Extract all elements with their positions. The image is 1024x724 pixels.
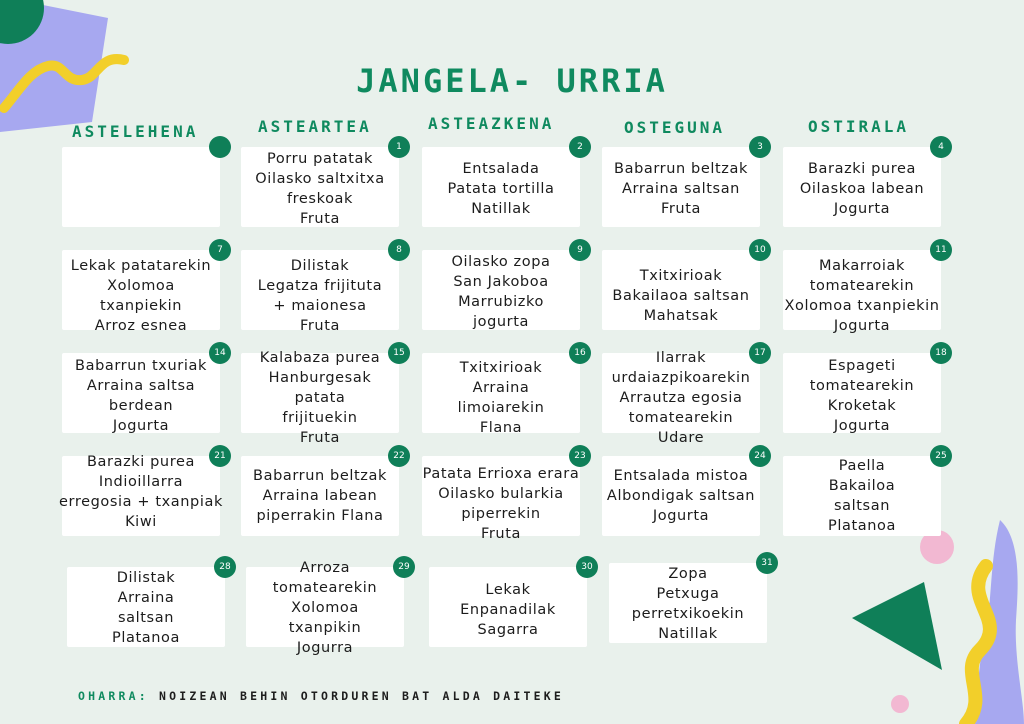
menu-item: Patata Errioxa erara (422, 466, 580, 482)
note-text: NOIZEAN BEHIN OTORDUREN BAT ALDA DAITEKE (159, 689, 564, 703)
day-number-badge: 18 (930, 342, 952, 364)
menu-item: Fruta (299, 430, 340, 446)
day-number-badge: 3 (749, 136, 771, 158)
day-number-badge: 16 (569, 342, 591, 364)
menu-item: Zopa (668, 566, 708, 582)
menu-items (221, 256, 419, 336)
decorative-shapes-bottom-right (840, 510, 1024, 724)
menu-item: perretxikoekin (631, 606, 745, 622)
menu-item: Arroza (299, 560, 351, 576)
menu-items (221, 466, 419, 526)
menu-item: Bakailaoa saltsan (612, 288, 750, 304)
menu-item: Lekak patatarekin (70, 258, 212, 274)
day-number-badge: 29 (393, 556, 415, 578)
day-number-badge: 23 (569, 445, 591, 467)
menu-item: erregosia + txanpiak (59, 494, 223, 510)
note-label: OHARRA: (78, 689, 149, 703)
menu-item: Platanoa (112, 630, 180, 646)
page-title: JANGELA- URRIA (356, 62, 668, 100)
menu-item: Oilasko saltxitxa (255, 171, 385, 187)
menu-item: Kroketak (827, 398, 897, 414)
menu-item: tomatearekin (272, 580, 378, 596)
menu-item: Espageti (828, 358, 896, 374)
menu-item: Natillak (471, 201, 531, 217)
menu-item: Babarrun beltzak (253, 468, 387, 484)
menu-item: Entsalada (462, 161, 540, 177)
menu-item: Arraina (472, 380, 530, 396)
menu-items (42, 256, 240, 336)
menu-item: Makarroiak (819, 258, 905, 274)
note (78, 689, 564, 703)
menu-item: Jogurta (833, 318, 891, 334)
menu-item: Marrubizko (458, 294, 544, 310)
menu-item: Natillak (658, 626, 718, 642)
day-number-badge: 9 (569, 239, 591, 261)
menu-item: frijituekin (282, 410, 358, 426)
menu-item: Arraina (117, 590, 175, 606)
weekday-header-asteazkena: ASTEAZKENA (428, 114, 555, 133)
menu-item: Arraina saltsa (86, 378, 196, 394)
menu-item: Barazki purea (808, 161, 916, 177)
menu-item: limoiarekin (457, 400, 545, 416)
menu-items (402, 252, 600, 332)
menu-item: Petxuga (656, 586, 720, 602)
menu-item: Oilasko bularkia (438, 486, 564, 502)
menu-item: Arraina labean (262, 488, 378, 504)
menu-items (402, 358, 600, 438)
day-number-badge: 21 (209, 445, 231, 467)
menu-item: tomatearekin (628, 410, 734, 426)
menu-items (42, 356, 240, 436)
menu-items (582, 266, 780, 326)
menu-items (763, 159, 961, 219)
day-number-badge: 10 (749, 239, 771, 261)
menu-item: Arrautza egosia (619, 390, 743, 406)
menu-item: tomatearekin (809, 278, 915, 294)
day-number-badge: 28 (214, 556, 236, 578)
day-number-badge: 2 (569, 136, 591, 158)
weekday-header-ostirala: OSTIRALA (808, 117, 910, 136)
menu-item: Babarrun txuriak (75, 358, 207, 374)
menu-items (221, 348, 419, 448)
menu-item: txanpikin (288, 620, 362, 636)
menu-item: tomatearekin (809, 378, 915, 394)
menu-item: Legatza frijituta (257, 278, 383, 294)
menu-item: Arroz esnea (94, 318, 188, 334)
menu-item: Dilistak (290, 258, 350, 274)
day-number-badge: 11 (930, 239, 952, 261)
menu-item: Xolomoa (291, 600, 359, 616)
day-number-badge: 24 (749, 445, 771, 467)
menu-item: Paella (838, 458, 886, 474)
day-number-badge: 7 (209, 239, 231, 261)
weekday-header-osteguna: OSTEGUNA (624, 118, 726, 137)
day-number-badge: 31 (756, 552, 778, 574)
menu-item: Udare (657, 430, 705, 446)
menu-item: berdean (108, 398, 174, 414)
menu-item: Lekak (485, 582, 531, 598)
menu-item: Entsalada mistoa (613, 468, 749, 484)
menu-items (409, 580, 607, 640)
day-number-badge: 1 (388, 136, 410, 158)
menu-item: Jogurta (833, 418, 891, 434)
menu-item: Hanburgesak (268, 370, 372, 386)
day-card (62, 147, 220, 227)
menu-items (763, 356, 961, 436)
menu-items (402, 159, 600, 219)
menu-item: Porru patatak (267, 151, 373, 167)
menu-items (402, 464, 600, 544)
menu-items (582, 348, 780, 448)
menu-item: Fruta (480, 526, 521, 542)
day-number-badge: 4 (930, 136, 952, 158)
menu-item: San Jakoboa (453, 274, 549, 290)
day-number-badge: 22 (388, 445, 410, 467)
day-number-badge: 30 (576, 556, 598, 578)
menu-item: Jogurta (652, 508, 710, 524)
menu-item: Platanoa (828, 518, 896, 534)
menu-item: Albondigak saltsan (606, 488, 756, 504)
menu-item: Jogurra (296, 640, 354, 656)
menu-items (582, 466, 780, 526)
menu-item: + maionesa (273, 298, 367, 314)
menu-items (763, 256, 961, 336)
menu-item: Jogurta (833, 201, 891, 217)
menu-item: Patata tortilla (447, 181, 555, 197)
menu-item: Xolomoa (107, 278, 175, 294)
menu-item: piperrekin (461, 506, 541, 522)
menu-items (582, 159, 780, 219)
menu-item: Mahatsak (643, 308, 719, 324)
menu-item: Oilasko zopa (451, 254, 551, 270)
menu-item: Sagarra (477, 622, 539, 638)
weekday-header-asteartea: ASTEARTEA (258, 117, 372, 136)
menu-item: jogurta (472, 314, 530, 330)
menu-item: Kalabaza purea (259, 350, 381, 366)
menu-item: Flana (479, 420, 523, 436)
menu-item: Barazki purea (87, 454, 195, 470)
menu-items (589, 564, 787, 644)
menu-item: Fruta (299, 318, 340, 334)
menu-items (42, 452, 240, 532)
menu-item: freskoak (286, 191, 354, 207)
menu-item: txanpiekin (99, 298, 183, 314)
menu-item: Bakailoa (828, 478, 896, 494)
menu-item: Txitxirioak (459, 360, 543, 376)
menu-item: Babarrun beltzak (614, 161, 748, 177)
menu-item: Ilarrak (655, 350, 707, 366)
menu-items (47, 568, 245, 648)
day-number-badge: 14 (209, 342, 231, 364)
day-number-badge: 25 (930, 445, 952, 467)
menu-item: urdaiazpikoarekin (611, 370, 751, 386)
menu-item: Enpanadilak (460, 602, 556, 618)
menu-item: saltsan (834, 498, 890, 514)
menu-item: Txitxirioak (639, 268, 723, 284)
menu-item: Jogurta (112, 418, 170, 434)
menu-item: Fruta (299, 211, 340, 227)
menu-item: Oilaskoa labean (799, 181, 925, 197)
menu-item: Fruta (660, 201, 701, 217)
menu-item: Arraina saltsan (622, 181, 740, 197)
menu-item: Indioillarra (98, 474, 184, 490)
day-number-badge: 17 (749, 342, 771, 364)
day-number-badge: 8 (388, 239, 410, 261)
menu-items (763, 456, 961, 536)
menu-item: piperrakin Flana (256, 508, 384, 524)
menu-item: Kiwi (125, 514, 157, 530)
menu-items (226, 558, 424, 658)
menu-item: patata (294, 390, 346, 406)
menu-items (221, 149, 419, 229)
menu-item: Dilistak (116, 570, 176, 586)
day-number-badge: 15 (388, 342, 410, 364)
menu-item: saltsan (118, 610, 174, 626)
menu-item: Xolomoa txanpiekin (784, 298, 940, 314)
weekday-header-astelehena: ASTELEHENA (72, 122, 199, 141)
